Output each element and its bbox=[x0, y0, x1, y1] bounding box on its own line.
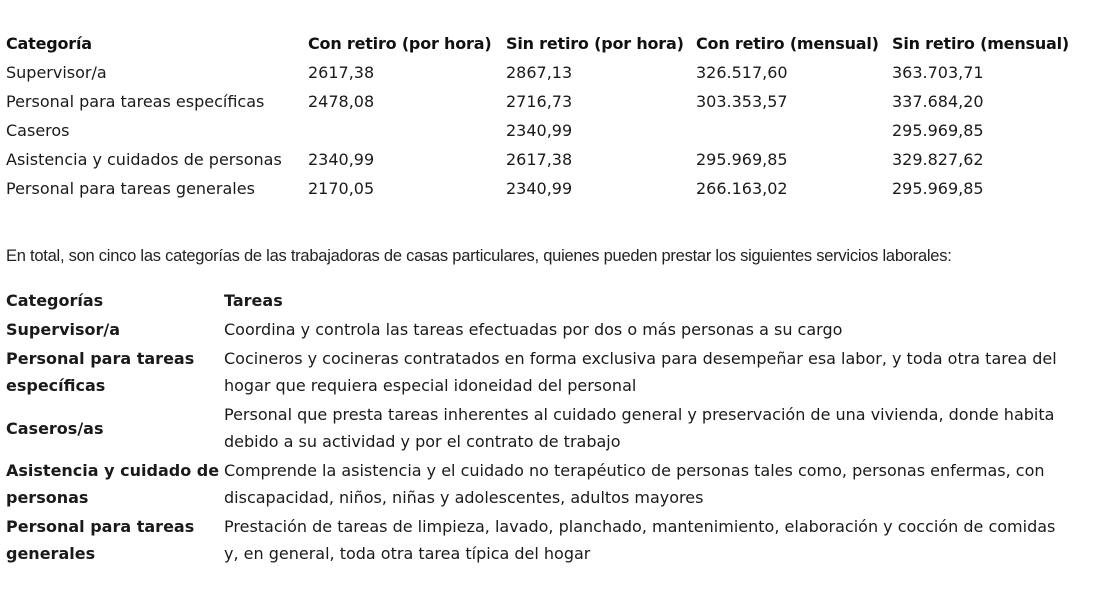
cell-value: 2617,38 bbox=[506, 150, 573, 169]
intro-paragraph: En total, son cinco las categorías de las trabajadoras de casas particulares, quienes pueden prestar los siguientes servicios laborales: bbox=[6, 246, 952, 265]
cell-value bbox=[308, 116, 506, 145]
cell-value: 266.163,02 bbox=[696, 179, 788, 198]
salary-table bbox=[6, 29, 1082, 203]
cell-value bbox=[696, 116, 892, 145]
header-categorias: Categorías bbox=[6, 291, 104, 310]
cell-category: Personal para tareas específicas bbox=[6, 349, 195, 395]
table-row bbox=[6, 315, 1074, 344]
cell-value: 2340,99 bbox=[308, 150, 375, 169]
tasks-table bbox=[6, 286, 1074, 568]
table-row bbox=[6, 58, 1082, 87]
table-row bbox=[6, 87, 1082, 116]
cell-category: Asistencia y cuidado de personas bbox=[6, 461, 220, 507]
header-tareas: Tareas bbox=[224, 291, 283, 310]
cell-value: 326.517,60 bbox=[696, 63, 788, 82]
cell-value: 2170,05 bbox=[308, 179, 375, 198]
cell-category: Asistencia y cuidados de personas bbox=[6, 150, 282, 169]
table-row bbox=[6, 344, 1074, 400]
cell-category: Caseros bbox=[6, 121, 70, 140]
table-row bbox=[6, 512, 1074, 568]
cell-value: 329.827,62 bbox=[892, 150, 984, 169]
cell-category: Supervisor/a bbox=[6, 63, 107, 82]
tasks-table-header bbox=[6, 286, 1074, 315]
cell-category: Personal para tareas generales bbox=[6, 517, 195, 563]
cell-category: Supervisor/a bbox=[6, 320, 121, 339]
cell-category: Personal para tareas específicas bbox=[6, 92, 265, 111]
cell-category: Caseros/as bbox=[6, 418, 104, 438]
cell-task: Coordina y controla las tareas efectuadas por dos o más personas a su cargo bbox=[224, 320, 843, 339]
cell-task: Prestación de tareas de limpieza, lavado, planchado, mantenimiento, elaboración y cocción de comidas y, en general, toda otra tarea típica del hogar bbox=[224, 517, 1056, 563]
cell-task: Cocineros y cocineras contratados en forma exclusiva para desempeñar esa labor, y toda otra tarea del hogar que requiera especial idoneidad del personal bbox=[224, 349, 1057, 395]
table-row bbox=[6, 174, 1082, 203]
header-con-retiro-hora: Con retiro (por hora) bbox=[308, 34, 492, 53]
table-row bbox=[6, 400, 1074, 456]
cell-task: Comprende la asistencia y el cuidado no terapéutico de personas tales como, personas enfermas, con discapacidad, niños, niñas y adolescentes, adultos mayores bbox=[224, 461, 1045, 507]
cell-value: 2340,99 bbox=[506, 121, 573, 140]
cell-value: 2617,38 bbox=[308, 63, 375, 82]
salary-table-header bbox=[6, 29, 1082, 58]
cell-value: 295.969,85 bbox=[892, 121, 984, 140]
header-sin-retiro-mensual: Sin retiro (mensual) bbox=[892, 34, 1070, 53]
cell-value: 2867,13 bbox=[506, 63, 573, 82]
cell-value: 2478,08 bbox=[308, 92, 375, 111]
cell-value: 303.353,57 bbox=[696, 92, 788, 111]
cell-value: 2340,99 bbox=[506, 179, 573, 198]
cell-category: Personal para tareas generales bbox=[6, 179, 255, 198]
cell-value: 2716,73 bbox=[506, 92, 573, 111]
header-sin-retiro-hora: Sin retiro (por hora) bbox=[506, 34, 684, 53]
header-con-retiro-mensual: Con retiro (mensual) bbox=[696, 34, 879, 53]
table-row bbox=[6, 116, 1082, 145]
cell-value: 295.969,85 bbox=[696, 150, 788, 169]
cell-task: Personal que presta tareas inherentes al cuidado general y preservación de una vivienda, donde habita debido a su actividad y por el contrato de trabajo bbox=[224, 405, 1055, 451]
header-categoria: Categoría bbox=[6, 34, 92, 53]
cell-value: 337.684,20 bbox=[892, 92, 984, 111]
table-row bbox=[6, 145, 1082, 174]
table-row bbox=[6, 456, 1074, 512]
cell-value: 295.969,85 bbox=[892, 179, 984, 198]
cell-value: 363.703,71 bbox=[892, 63, 984, 82]
